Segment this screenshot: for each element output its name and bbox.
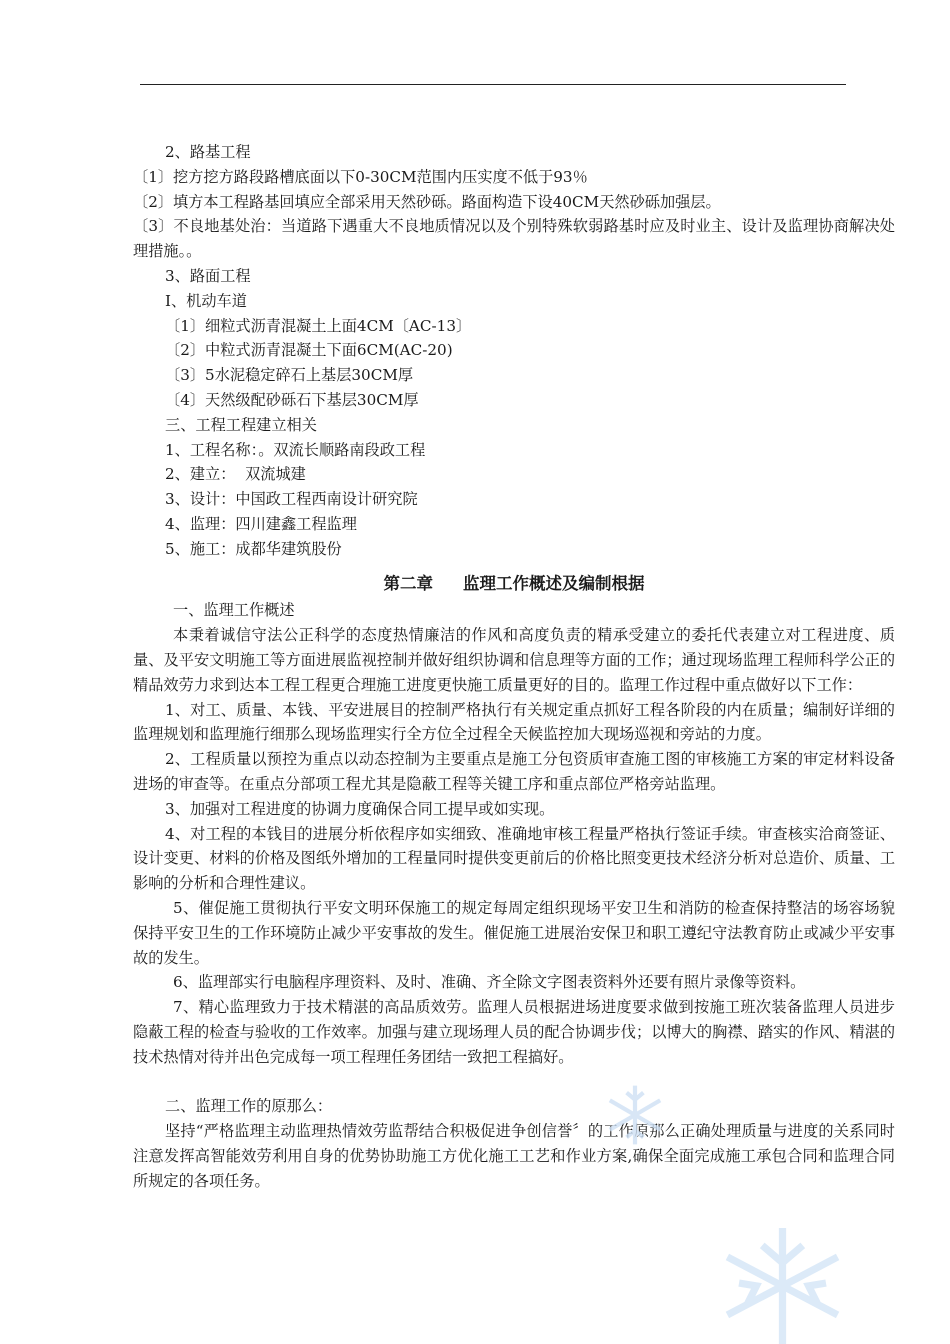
paragraph: 6、监理部实行电脑程序理资料、及时、准确、齐全除文字图表资料外还要有照片录像等资料。: [173, 973, 806, 992]
chapter-number: 第二章: [383, 573, 433, 593]
list-item: 〔2〕中粒式沥青混凝土下面6CM(AC-20): [165, 341, 453, 360]
list-item: 4、监理：四川建鑫工程监理: [165, 514, 357, 533]
paragraph: 坚持“严格监理主动监理热情效劳监帮结合积极促进争创信誉〞的工作原那么正确处理质量与进度的关系同时注意发挥高智能效劳利用自身的优势协助施工方优化施工工艺和作业方案,确保全面完成施工承包合同和监理合同所规定的各项任务。: [133, 1122, 895, 1190]
list-item: 3、设计：中国政工程西南设计研究院: [165, 490, 418, 509]
paragraph: 本秉着诚信守法公正科学的态度热情廉洁的作风和高度负责的精承受建立的委托代表建立对工程进度、质量、及平安文明施工等方面进展监视控制并做好组织协调和信息理等方面的工作；通过现场监理工程师科学公正的精品效劳力求到达本工程工程更合理施工进度更快施工质量更好的目的。监理工作过程中重点做好以下工作：: [133, 626, 895, 694]
list-item: 〔1〕细粒式沥青混凝土上面4CM〔AC-13〕: [165, 316, 472, 335]
paragraph: 5、催促施工贯彻执行平安文明环保施工的规定每周定组织现场平安卫生和消防的检查保持整洁的场容场貌保持平安卫生的工作环境防止减少平安事故的发生。催促施工进展治安保卫和职工遵纪守法教育防止或减少平安事故的发生。: [133, 898, 895, 967]
list-item: 〔1〕挖方挖方路段路槽底面以下0-30CM范围内压实度不低于93％: [133, 167, 588, 186]
list-item: 〔4〕天然级配砂砾石下基层30CM厚: [165, 390, 419, 409]
list-item: 〔2〕填方本工程路基回填应全部采用天然砂砾。路面构造下设40CM天然砂砾加强层。: [133, 192, 721, 211]
paragraph: 4、对工程的本钱目的进展分析依程序如实细致、准确地审核工程量严格执行签证手续。审查核实洽商签证、设计变更、材料的价格及图纸外增加的工程量同时提供变更前后的价格比照变更技术经济分析对总造价、质量、工影响的分析和合理性建议。: [133, 824, 895, 893]
spacer: [133, 1069, 895, 1094]
section-heading: 一、监理工作概述: [173, 601, 295, 620]
chapter-name: 监理工作概述及编制根据: [463, 573, 645, 593]
list-item: 5、施工：成都华建筑股份: [165, 539, 342, 558]
paragraph: 2、工程质量以预控为重点以动态控制为主要重点是施工分包资质审查施工图的审核施工方案的审定材料设备进场的审查等。在重点分部项工程尤其是隐蔽工程等关键工序和重点部位严格旁站监理。: [133, 750, 895, 793]
list-item: 〔3〕不良地基处治：当道路下遇重大不良地质情况以及个别特殊软弱路基时应及时业主、设计及监理协商解决处理措施。。: [133, 217, 895, 261]
section-heading: 3、路面工程: [165, 266, 251, 285]
header-rule: [140, 84, 846, 85]
paragraph: 3、加强对工程进度的协调力度确保合同工提早或如实现。: [165, 799, 555, 818]
list-item: 2、建立： 双流城建: [165, 465, 306, 484]
snowflake-watermark-icon: [710, 1225, 855, 1344]
document-body: [133, 140, 895, 1193]
paragraph: 7、精心监理致力于技术精湛的高品质效劳。监理人员根据进场进度要求做到按施工班次装备监理人员进步隐蔽工程的检查与验收的工作效率。加强与建立现场理人员的配合协调步伐；以博大的胸襟、踏实的作风、精湛的技术热情对待并出色完成每一项工程理任务团结一致把工程搞好。: [133, 998, 895, 1066]
section-heading: 2、路基工程: [165, 143, 251, 161]
section-heading: 三、工程工程建立相关: [165, 415, 317, 434]
section-heading: 二、监理工作的原那么：: [165, 1097, 333, 1116]
paragraph: 1、对工、质量、本钱、平安进展目的控制严格执行有关规定重点抓好工程各阶段的内在质量；编制好详细的监理规划和监理施行细那么现场监理实行全方位全过程全天候监控加大现场巡视和旁站的力度。: [133, 700, 895, 744]
list-item: 〔3〕5水泥稳定碎石上基层30CM厚: [165, 366, 414, 385]
subsection-heading: Ⅰ、机动车道: [165, 291, 247, 310]
list-item: 1、工程名称：。双流长顺路南段政工程: [165, 440, 426, 459]
chapter-title: [133, 572, 895, 597]
